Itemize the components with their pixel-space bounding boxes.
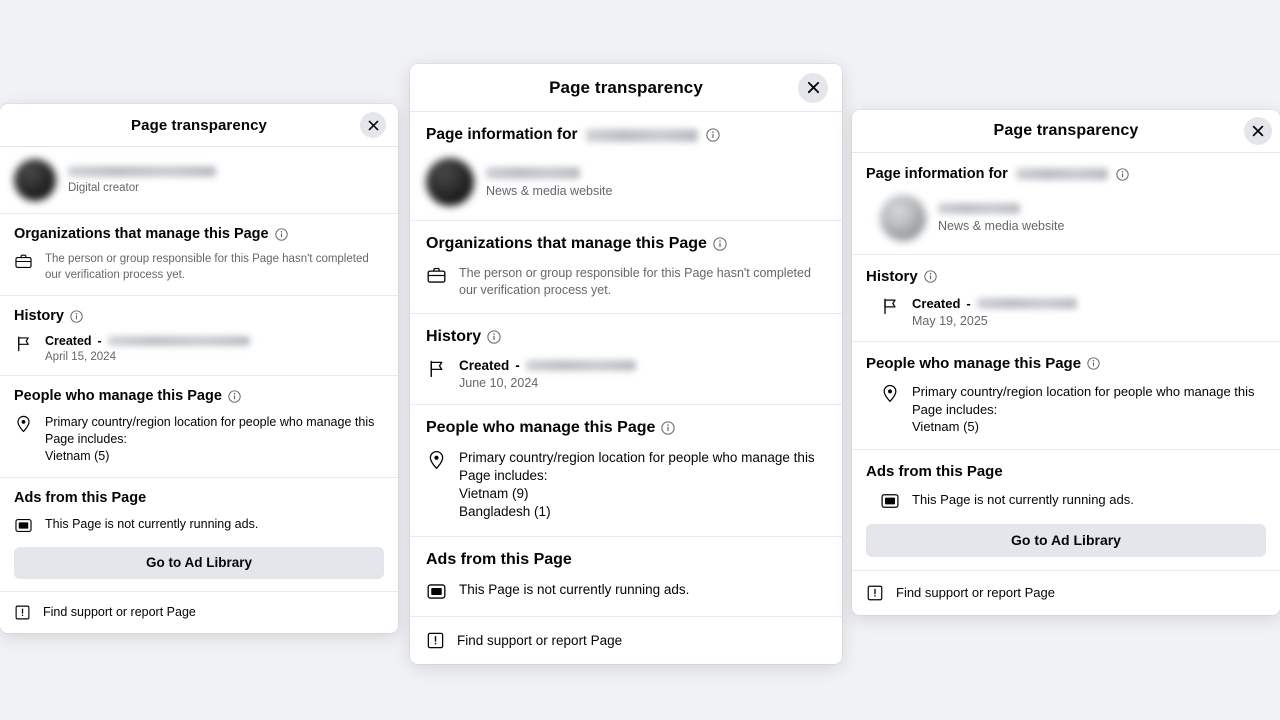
dialog-header [410, 64, 842, 112]
page-information-heading [866, 166, 1266, 182]
organizations-body: The person or group responsible for this Page hasn't completed our verification process yet. [45, 253, 369, 281]
ads-section [410, 537, 842, 617]
organizations-row [426, 265, 826, 299]
ads-heading [426, 551, 826, 569]
people-label: People who manage this Page [426, 418, 656, 436]
page-title: Page transparency [993, 122, 1139, 139]
briefcase-icon [426, 265, 447, 286]
organizations-section [410, 221, 842, 314]
find-support-row[interactable] [410, 617, 842, 664]
organizations-label: Organizations that manage this Page [14, 226, 269, 242]
page-transparency-dialog-center [410, 64, 842, 664]
history-heading [14, 308, 384, 324]
info-icon[interactable] [661, 421, 675, 435]
history-heading [866, 268, 1266, 285]
profile-section [0, 147, 398, 214]
people-row [880, 383, 1266, 436]
page-title: Page transparency [131, 116, 267, 134]
avatar [426, 158, 474, 206]
ads-body: This Page is not currently running ads. [459, 581, 690, 597]
people-section [852, 342, 1280, 450]
page-name-redacted [586, 129, 698, 142]
ads-heading [14, 490, 384, 506]
ads-body: This Page is not currently running ads. [45, 516, 259, 531]
ads-body: This Page is not currently running ads. [912, 491, 1134, 507]
people-label: People who manage this Page [14, 388, 222, 405]
created-name-redacted [108, 336, 250, 346]
created-date: April 15, 2024 [45, 351, 116, 364]
people-body: Primary country/region location for people who manage this Page includes: [45, 415, 375, 446]
people-location: Vietnam (5) [912, 419, 979, 435]
find-support-label: Find support or report Page [896, 585, 1055, 601]
people-location: Vietnam (9) [459, 486, 529, 502]
go-to-ad-library-button[interactable]: Go to Ad Library [866, 524, 1266, 557]
created-date: May 19, 2025 [912, 314, 988, 328]
go-to-ad-library-button[interactable]: Go to Ad Library [14, 547, 384, 579]
created-dash: - [97, 334, 102, 349]
profile-name-redacted [68, 166, 216, 177]
find-support-label: Find support or report Page [43, 605, 196, 620]
history-label: History [14, 308, 64, 325]
page-name-redacted [1016, 168, 1108, 180]
people-row [426, 449, 826, 522]
created-label: Created [459, 357, 510, 373]
location-pin-icon [880, 383, 900, 403]
history-row [14, 334, 384, 363]
ads-label: Ads from this Page [14, 489, 147, 506]
location-pin-icon [426, 449, 447, 470]
history-heading [426, 328, 826, 346]
profile-subtitle: News & media website [486, 183, 613, 198]
history-section [852, 255, 1280, 342]
history-section [0, 296, 398, 376]
history-label: History [866, 268, 918, 285]
created-dash: - [515, 357, 520, 373]
ads-row [880, 491, 1266, 511]
ads-row [14, 516, 384, 535]
avatar [880, 195, 926, 241]
created-label: Created [45, 334, 92, 349]
people-section [0, 376, 398, 478]
people-heading [14, 388, 384, 404]
ads-section [852, 450, 1280, 571]
report-flag-icon [866, 584, 884, 602]
created-name-redacted [526, 360, 636, 371]
ad-screen-icon [14, 516, 33, 535]
people-heading [866, 355, 1266, 372]
people-heading [426, 419, 826, 437]
created-dash: - [966, 296, 971, 311]
info-icon[interactable] [487, 330, 501, 344]
dialog-header [852, 110, 1280, 153]
page-transparency-dialog-left [0, 104, 398, 633]
info-icon[interactable] [275, 228, 288, 241]
people-location: Vietnam (5) [45, 448, 110, 463]
people-row [14, 414, 384, 465]
organizations-heading [426, 235, 826, 253]
created-date: June 10, 2024 [459, 375, 539, 390]
report-flag-icon [426, 631, 445, 650]
history-label: History [426, 327, 482, 345]
created-label: Created [912, 296, 961, 311]
dialog-header [0, 104, 398, 147]
ads-heading [866, 463, 1266, 480]
report-flag-icon [14, 604, 31, 621]
page-information-label: Page information for [866, 166, 1008, 182]
info-icon[interactable] [70, 310, 83, 323]
info-icon[interactable] [924, 270, 937, 283]
profile-subtitle: Digital creator [68, 182, 139, 194]
info-icon[interactable] [1087, 357, 1100, 370]
briefcase-icon [14, 252, 33, 271]
history-row [426, 358, 826, 390]
page-information-section [852, 153, 1280, 255]
close-icon[interactable] [798, 73, 828, 103]
profile-row[interactable] [880, 195, 1266, 241]
organizations-section [0, 214, 398, 296]
history-row [880, 296, 1266, 328]
organizations-body: The person or group responsible for this Page hasn't completed our verification process yet. [459, 266, 811, 297]
location-pin-icon [14, 414, 33, 433]
people-body: Primary country/region location for people who manage this Page includes: [912, 384, 1255, 417]
info-icon[interactable] [706, 128, 720, 142]
info-icon[interactable] [713, 237, 727, 251]
page-information-heading [426, 126, 826, 144]
organizations-heading [14, 226, 384, 242]
organizations-label: Organizations that manage this Page [426, 235, 707, 252]
ads-row [426, 581, 826, 602]
page-information-label: Page information for [426, 126, 578, 143]
people-label: People who manage this Page [866, 355, 1082, 372]
flag-icon [880, 296, 900, 316]
page-transparency-dialog-right [852, 110, 1280, 615]
close-icon[interactable] [1244, 117, 1272, 145]
avatar [14, 159, 56, 201]
profile-row[interactable] [14, 159, 384, 201]
info-icon[interactable] [1116, 168, 1129, 181]
find-support-label: Find support or report Page [457, 632, 623, 648]
people-section [410, 405, 842, 537]
organizations-row [14, 252, 384, 283]
ad-screen-icon [880, 491, 900, 511]
ads-label: Ads from this Page [866, 462, 1003, 480]
profile-name-redacted [938, 203, 1020, 214]
flag-icon [14, 334, 33, 353]
flag-icon [426, 358, 447, 379]
created-name-redacted [977, 298, 1077, 309]
ads-section [0, 478, 398, 592]
profile-row[interactable] [426, 158, 826, 206]
page-title: Page transparency [549, 77, 703, 97]
page-information-section [410, 112, 842, 221]
ad-screen-icon [426, 581, 447, 602]
people-body: Primary country/region location for people who manage this Page includes: [459, 449, 815, 483]
ads-label: Ads from this Page [426, 550, 572, 568]
profile-subtitle: News & media website [938, 219, 1065, 233]
find-support-row[interactable] [0, 592, 398, 633]
profile-name-redacted [486, 167, 580, 179]
info-icon[interactable] [228, 390, 241, 403]
close-icon[interactable] [360, 112, 386, 138]
history-section [410, 314, 842, 405]
find-support-row[interactable] [852, 571, 1280, 615]
people-location: Bangladesh (1) [459, 504, 551, 520]
